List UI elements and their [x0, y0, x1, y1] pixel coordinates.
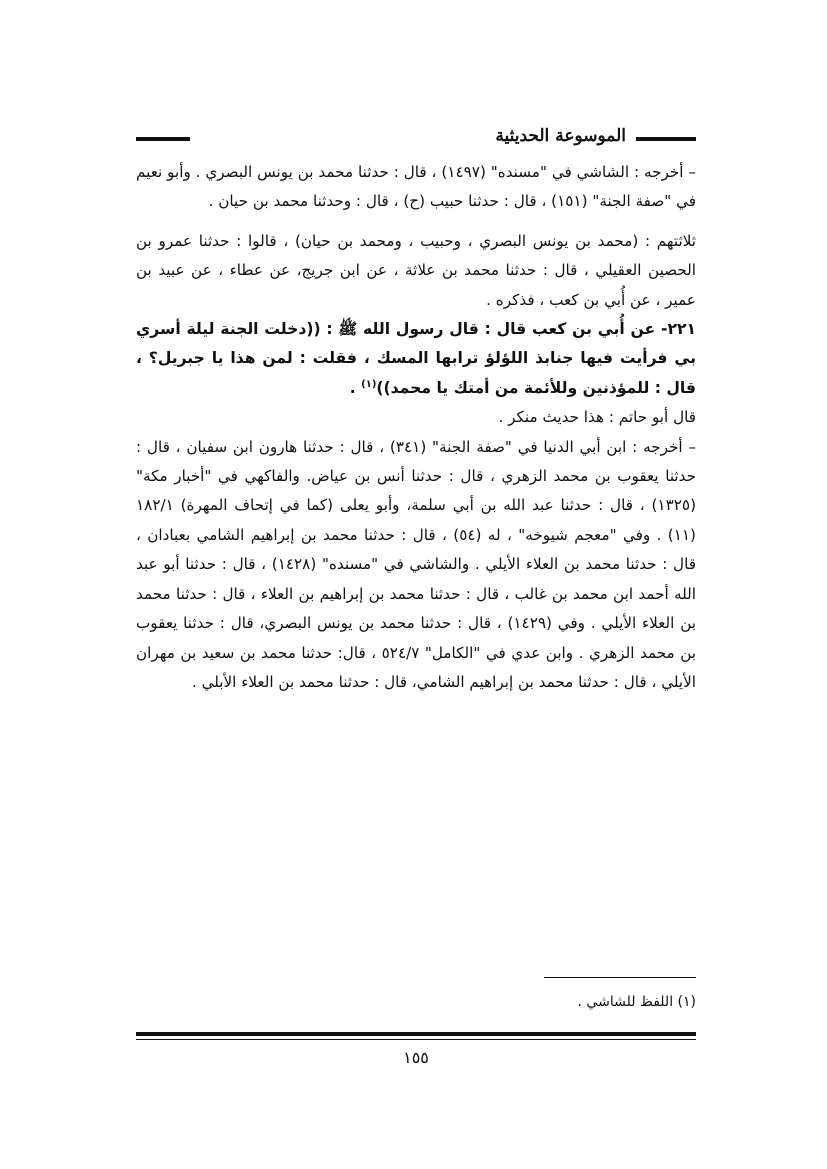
header-rule-left: [136, 137, 190, 141]
paragraph-abu-hatim: قال أبو حاتم : هذا حديث منكر .: [498, 408, 696, 427]
page-number: ١٥٥: [403, 1048, 429, 1067]
paragraph-chain: ثلاثتهم : (محمد بن يونس البصري ، وحبيب ، ومحمد بن حيان) ، قالوا : حدثنا عمرو بن الحصين العقيلي ، قال : حدثنا محمد بن علاثة ، عن ابن جريج، عن عطاء ، عن عبيد بن عمير ، عن أُبي بن كعب ، فذكره .: [136, 231, 696, 309]
footnote: (١) اللفظ للشاشي .: [577, 994, 696, 1010]
page-title: الموسوعة الحديثية: [495, 126, 626, 146]
page-header: [136, 124, 696, 154]
footer-rule-thin: [136, 1039, 696, 1040]
paragraph-takhrij-1: – أخرجه : الشاشي في "مسنده" (١٤٩٧) ، قال : حدثنا محمد بن يونس البصري . وأبو نعيم في "صفة الجنة" (١٥١) ، قال : حدثنا حبيب (ح) ، قال : وحدثنا محمد بن حيان .: [136, 163, 696, 211]
header-rule-right: [636, 137, 696, 141]
footnote-reference: (١): [361, 378, 377, 390]
hadith-221: [136, 315, 696, 403]
document-page: [136, 0, 696, 1169]
footnote-separator: [544, 977, 696, 978]
body-text: [136, 158, 696, 697]
footer-rule-thick: [136, 1032, 696, 1036]
hadith-end: .: [349, 378, 362, 397]
paragraph-takhrij-2: – أخرجه : ابن أبي الدنيا في "صفة الجنة" (٣٤١) ، قال : حدثنا هارون ابن سفيان ، قال : حدثنا يعقوب بن محمد الزهري ، قال : حدثنا أنس بن عياض. والفاكهي في "أخبار مكة" (١٣٢٥) ، قال : حدثنا عبد الله بن أبي سلمة، وأبو يعلى (كما في إتحاف المهرة) ١٨٢/١ (١١) . وفي "معجم شيوخه" ، له (٥٤) ، قال : حدثنا محمد بن إبراهيم الشامي بعبادان ، قال : حدثنا محمد بن العلاء الأيلي . والشاشي في "مسنده" (١٤٢٨) ، قال : حدثنا أبو عبد الله أحمد ابن محمد بن غالب ، قال : حدثنا محمد بن إبراهيم بن العلاء ، قال : حدثنا محمد بن العلاء الأيلي . وفي (١٤٢٩) ، قال : حدثنا محمد بن يونس البصري، قال : حدثنا يعقوب بن محمد الزهري . وابن عدي في "الكامل" ٥٢٤/٧ ، قال: حدثنا محمد بن سعيد بن مهران الأيلي ، قال : حدثنا محمد بن إبراهيم الشامي، قال : حدثنا محمد بن العلاء الأبلي .: [136, 437, 696, 691]
hadith-text: ٢٢١- عن أُبي بن كعب قال : قال رسول الله ﷺ : ((دخلت الجنة ليلة أسري بي فرأيت فيها جنابذ اللؤلؤ ترابها المسك ، فقلت : لمن هذا يا جبريل؟ ، قال : للمؤذنين وللأئمة من أمتك يا محمد)): [136, 320, 696, 397]
